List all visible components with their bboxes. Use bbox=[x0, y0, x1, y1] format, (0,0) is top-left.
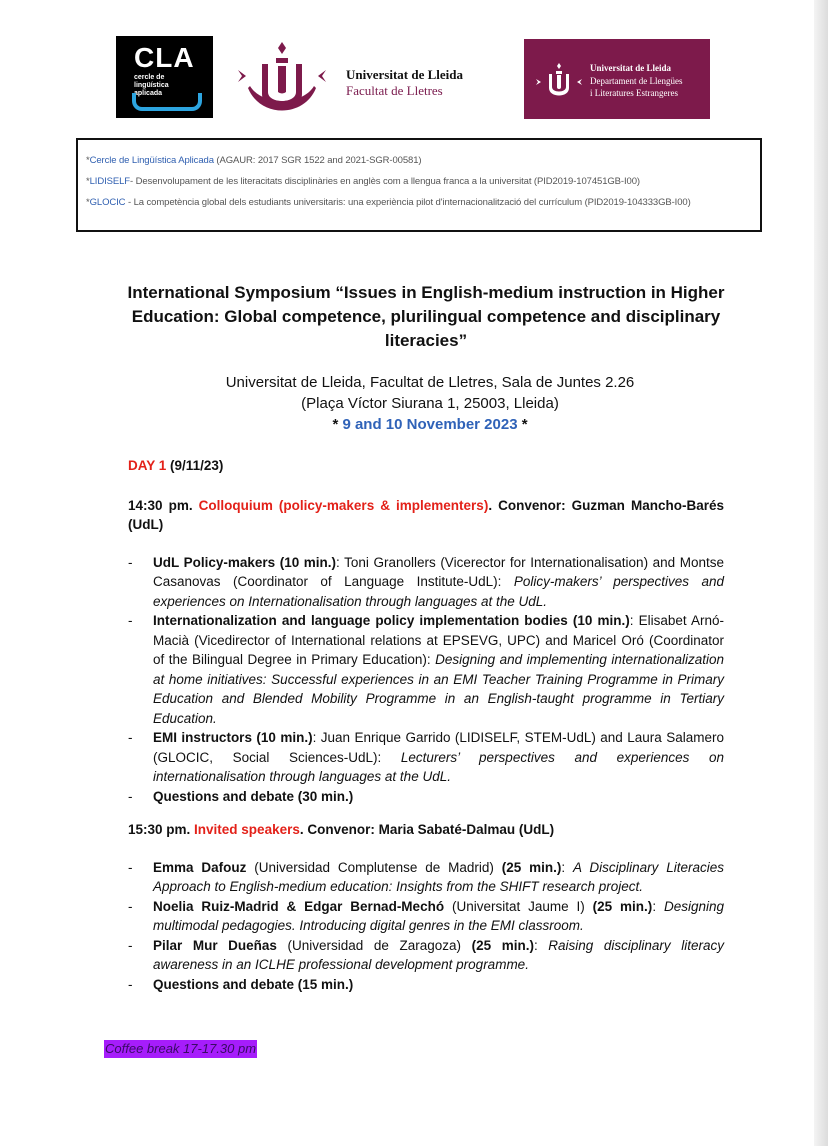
symposium-title: International Symposium “Issues in English-medium instruction in Higher Education: Global competence, plurilingual competence and disciplinary literacies” bbox=[127, 283, 725, 350]
item-topic: Lecturers’ perspectives and experiences on internationalisation through languages at the UdL. bbox=[153, 749, 725, 784]
project-line: *LIDISELF- Desenvolupament de les literacitats disciplinàries en anglès com a llengua franca a la universitat (PID2019-107451GB-I00) bbox=[86, 176, 640, 187]
item-title: EMI instructors (10 min.) bbox=[153, 730, 313, 745]
programme bbox=[128, 456, 724, 1008]
project-description: - Desenvolupament de les literacitats disciplinàries en anglès com a llengua franca a la universitat (PID2019-107451GB-I00) bbox=[130, 176, 640, 187]
cla-logo-bracket bbox=[132, 93, 202, 111]
session2-list bbox=[128, 858, 724, 995]
item-speakers: : Elisabet Arnó-Macià (Vicedirector of International relations at EPSEVG, UPC) and Maricel Oró (Coordinator of the Bilingual Degree in Primary Education): bbox=[153, 613, 724, 667]
project-line: *Cercle de Lingüística Aplicada (AGAUR: 2017 SGR 1522 and 2021-SGR-00581) bbox=[86, 155, 422, 166]
research-projects-box bbox=[76, 138, 762, 232]
venue-line-2: (Plaça Víctor Siurana 1, 25003, Lleida) bbox=[301, 395, 559, 412]
item-title: Internationalization and language policy implementation bodies (10 min.) bbox=[153, 613, 630, 628]
session-time: 14:30 pm. bbox=[128, 497, 193, 513]
dates-star-right: * bbox=[521, 416, 528, 433]
talk-duration: (25 min.) bbox=[501, 859, 562, 875]
udl-emblem-icon bbox=[232, 40, 332, 122]
talk-title: Designing multimodal pedagogies. Introducing digital genres in the EMI classroom. bbox=[153, 898, 724, 933]
dept-logo-line2: Departament de Llengües bbox=[590, 76, 683, 86]
dept-logo-line1: Universitat de Lleida bbox=[590, 63, 671, 73]
cla-logo-subtitle: cercle de lingüística aplicada bbox=[134, 74, 169, 97]
separator: : bbox=[533, 937, 549, 953]
session-convenor: . Convenor: Guzman Mancho-Barés (UdL) bbox=[128, 497, 724, 532]
list-item bbox=[128, 728, 724, 787]
dept-emblem-icon bbox=[532, 61, 586, 101]
talk-duration: (25 min.) bbox=[471, 937, 534, 953]
session-title: Colloquium (policy-makers & implementers) bbox=[198, 497, 489, 513]
talk-title: A Disciplinary Literacies Approach to English-medium education: Insights from the SHIFT research project. bbox=[153, 859, 724, 894]
speaker-name: Emma Dafouz bbox=[153, 859, 247, 875]
speaker-name: Pilar Mur Dueñas bbox=[153, 937, 277, 953]
item-topic: Policy-makers’ perspectives and experiences on Internationalisation through languages at the UdL. bbox=[153, 574, 724, 609]
session-heading bbox=[128, 496, 724, 535]
speaker-affiliation: (Universidad de Zaragoza) bbox=[276, 937, 472, 953]
coffee-break-highlight: Coffee break 17-17.30 pm bbox=[105, 1041, 257, 1056]
session-time: 15:30 pm. bbox=[128, 822, 191, 837]
day-heading bbox=[128, 456, 724, 476]
department-logo bbox=[524, 39, 710, 119]
project-description: (AGAUR: 2017 SGR 1522 and 2021-SGR-00581) bbox=[213, 155, 422, 166]
project-line: *GLOCIC - La competència global dels estudiants universitaris: una experiència pilot d'internacionalització del currículum (PID2019-104333GB-I00) bbox=[86, 197, 691, 208]
venue bbox=[150, 372, 710, 414]
list-item bbox=[128, 787, 724, 807]
item-topic: Designing and implementing internationalization at home initiatives: Successful experiences in an EMI Teacher Training Programme in Primary Education and Blended Mobility Programme in an English-taught programme in Tertiary Education. bbox=[153, 652, 724, 726]
session-title: Invited speakers bbox=[194, 822, 300, 837]
speaker-affiliation: (Universitat Jaume I) bbox=[444, 898, 593, 914]
separator: : bbox=[652, 898, 664, 914]
item-title: Questions and debate (15 min.) bbox=[153, 976, 354, 992]
talk-title: Raising disciplinary literacy awareness in an ICLHE professional development programme. bbox=[153, 937, 725, 972]
venue-line-1: Universitat de Lleida, Facultat de Lletres, Sala de Juntes 2.26 bbox=[225, 374, 635, 391]
list-item bbox=[128, 553, 724, 612]
cla-logo bbox=[116, 36, 213, 118]
project-name: GLOCIC bbox=[89, 197, 126, 208]
list-item bbox=[128, 611, 724, 728]
dates-star-left: * bbox=[332, 416, 339, 433]
list-item bbox=[128, 897, 724, 936]
project-description: - La competència global dels estudiants universitaris: una experiència pilot d'internacionalització del currículum (PID2019-104333GB-I00) bbox=[125, 197, 691, 208]
item-speakers: : Toni Granollers (Vicerector for Internationalisation) and Montse Casanovas (Coordinator of Language Institute-UdL): bbox=[153, 554, 725, 589]
day-date: (9/11/23) bbox=[170, 458, 224, 473]
talk-duration: (25 min.) bbox=[592, 898, 653, 914]
event-dates bbox=[150, 416, 710, 433]
cla-logo-title: CLA bbox=[134, 42, 195, 73]
session1-list bbox=[128, 553, 724, 807]
udl-faculty: Facultat de Lletres bbox=[346, 83, 443, 98]
dates-text: 9 and 10 November 2023 bbox=[342, 416, 518, 433]
item-speakers: : Juan Enrique Garrido (LIDISELF, STEM-UdL) and Laura Salamero (GLOCIC, Social Sciences-UdL): bbox=[153, 730, 724, 765]
page-edge-shadow bbox=[814, 0, 828, 1146]
udl-name: Universitat de Lleida bbox=[346, 67, 463, 82]
list-item bbox=[128, 858, 724, 897]
session-heading bbox=[128, 820, 724, 840]
item-title: Questions and debate (30 min.) bbox=[153, 788, 354, 804]
session-convenor: . Convenor: Maria Sabaté-Dalmau (UdL) bbox=[299, 822, 555, 837]
list-item bbox=[128, 936, 724, 975]
speaker-affiliation: (Universidad Complutense de Madrid) bbox=[246, 859, 502, 875]
dept-logo-line3: i Literatures Estrangeres bbox=[590, 88, 678, 98]
project-name: LIDISELF bbox=[89, 176, 130, 187]
separator: : bbox=[561, 859, 573, 875]
list-item bbox=[128, 975, 724, 995]
speaker-name: Noelia Ruiz-Madrid & Edgar Bernad-Mechó bbox=[153, 898, 445, 914]
day-label: DAY 1 bbox=[128, 458, 167, 473]
project-name: Cercle de Lingüística Aplicada bbox=[89, 155, 214, 166]
item-title: UdL Policy-makers (10 min.) bbox=[153, 554, 337, 570]
